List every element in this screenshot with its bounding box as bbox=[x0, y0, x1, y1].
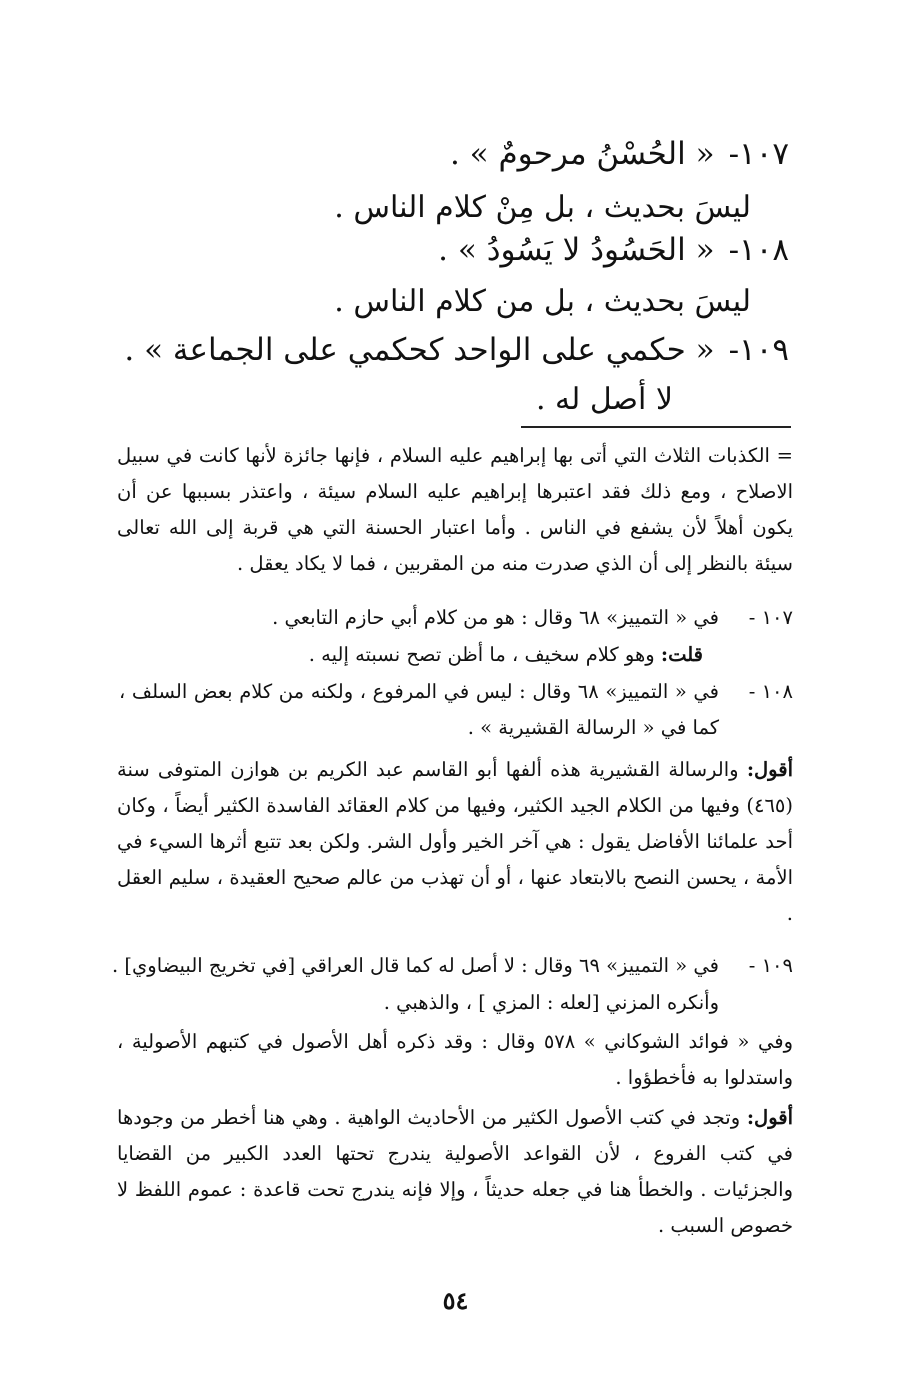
entry-109-note: لا أصل له . bbox=[535, 382, 673, 417]
footnote-109-line1: في « التمييز» ٦٩ وقال : لا أصل له كما قال العراقي [في تخريج البيضاوي] . bbox=[112, 954, 719, 977]
footnote-107-number: ١٠٧ - bbox=[748, 606, 793, 629]
aqul-text: وتجد في كتب الأصول الكثير من الأحاديث الواهية . وهي هنا أخطر من وجودها في كتب الفروع ، لأن القواعد الأصولية يندرج تحتها العدد الكبير من القضايا والجزئيات . والخطأ هنا في جعله حديثاً ، وإلا فإنه يندرج تحت قاعدة : عموم اللفظ لا خصوص السبب . bbox=[117, 1106, 793, 1237]
footnote-109-line2: وأنكره المزني [لعله : المزي ] ، والذهبي . bbox=[383, 991, 719, 1014]
entry-text: « الحُسْنُ مرحومٌ » . bbox=[449, 136, 715, 172]
footnote-107-text: في « التمييز» ٦٨ وقال : هو من كلام أبي حازم التابعي . bbox=[272, 606, 719, 629]
footnote-108-number: ١٠٨ - bbox=[748, 680, 793, 703]
qult-text: وهو كلام سخيف ، ما أظن تصح نسبته إليه . bbox=[308, 643, 655, 666]
aqul-label: أقول: bbox=[746, 1106, 794, 1129]
footnote-intro: = الكذبات الثلاث التي أتى بها إبراهيم عليه السلام ، فإنها جائزة لأنها كانت في سبيل الاصلاح ، ومع ذلك فقد اعتبرها إبراهيم عليه السلام سيئة ، واعتذر بسببها عن أن يكون أهلاً لأن يشفع في الناس . وأما اعتبار الحسنة التي هي قربة إلى الله تعالى سيئة بالنظر إلى أن الذي صدرت منه من المقربين ، فما لا يكاد يعقل . bbox=[117, 444, 793, 575]
aqul-label: أقول: bbox=[746, 758, 793, 781]
entry-108-note: ليسَ بحديث ، بل من كلام الناس . bbox=[334, 284, 751, 319]
entry-108 bbox=[89, 230, 789, 270]
footnote-109-aqul bbox=[117, 1100, 793, 1244]
footnote-108-aqul bbox=[117, 752, 793, 932]
aqul-text: والرسالة القشيرية هذه ألفها أبو القاسم عبد الكريم بن هوازن المتوفى سنة (٤٦٥) وفيها من الكلام الجيد الكثير، وفيها من كلام العقائد الفاسدة الكثير أيضاً ، وكان أحد علمائنا الأفاضل يقول : هي آخر الخير وأول الشر. ولكن بعد تتبع أثرها السيء في الأمة ، يحسن النصح بالابتعاد عنها ، أو أن تهذب من عالم صحيح العقيدة ، سليم العقل . bbox=[117, 758, 793, 925]
entry-text: « الحَسُودُ لا يَسُودُ » . bbox=[438, 232, 715, 268]
footnote-107-qult bbox=[309, 637, 703, 673]
entry-109 bbox=[89, 330, 789, 370]
entry-107-note: ليسَ بحديث ، بل مِنْ كلام الناس . bbox=[334, 190, 751, 225]
page-number: ٥٤ bbox=[442, 1286, 469, 1315]
footnote-divider bbox=[521, 426, 791, 428]
entry-number: ١٠٧- bbox=[728, 136, 789, 172]
qult-label: قلت: bbox=[660, 643, 703, 666]
entry-107 bbox=[89, 134, 789, 174]
footnote-108-text: في « التمييز» ٦٨ وقال : ليس في المرفوع ، ولكنه من كلام بعض السلف ، كما في « الرسالة القشيرية » . bbox=[119, 680, 720, 739]
entry-number: ١٠٩- bbox=[728, 332, 789, 368]
footnote-109-number: ١٠٩ - bbox=[748, 954, 793, 977]
entry-number: ١٠٨- bbox=[728, 232, 789, 268]
entry-text: « حكمي على الواحد كحكمي على الجماعة » . bbox=[124, 332, 715, 368]
footnote-109-para2: وفي « فوائد الشوكاني » ٥٧٨ وقال : وقد ذكره أهل الأصول في كتبهم الأصولية ، واستدلوا به فأخطؤوا . bbox=[117, 1030, 793, 1089]
